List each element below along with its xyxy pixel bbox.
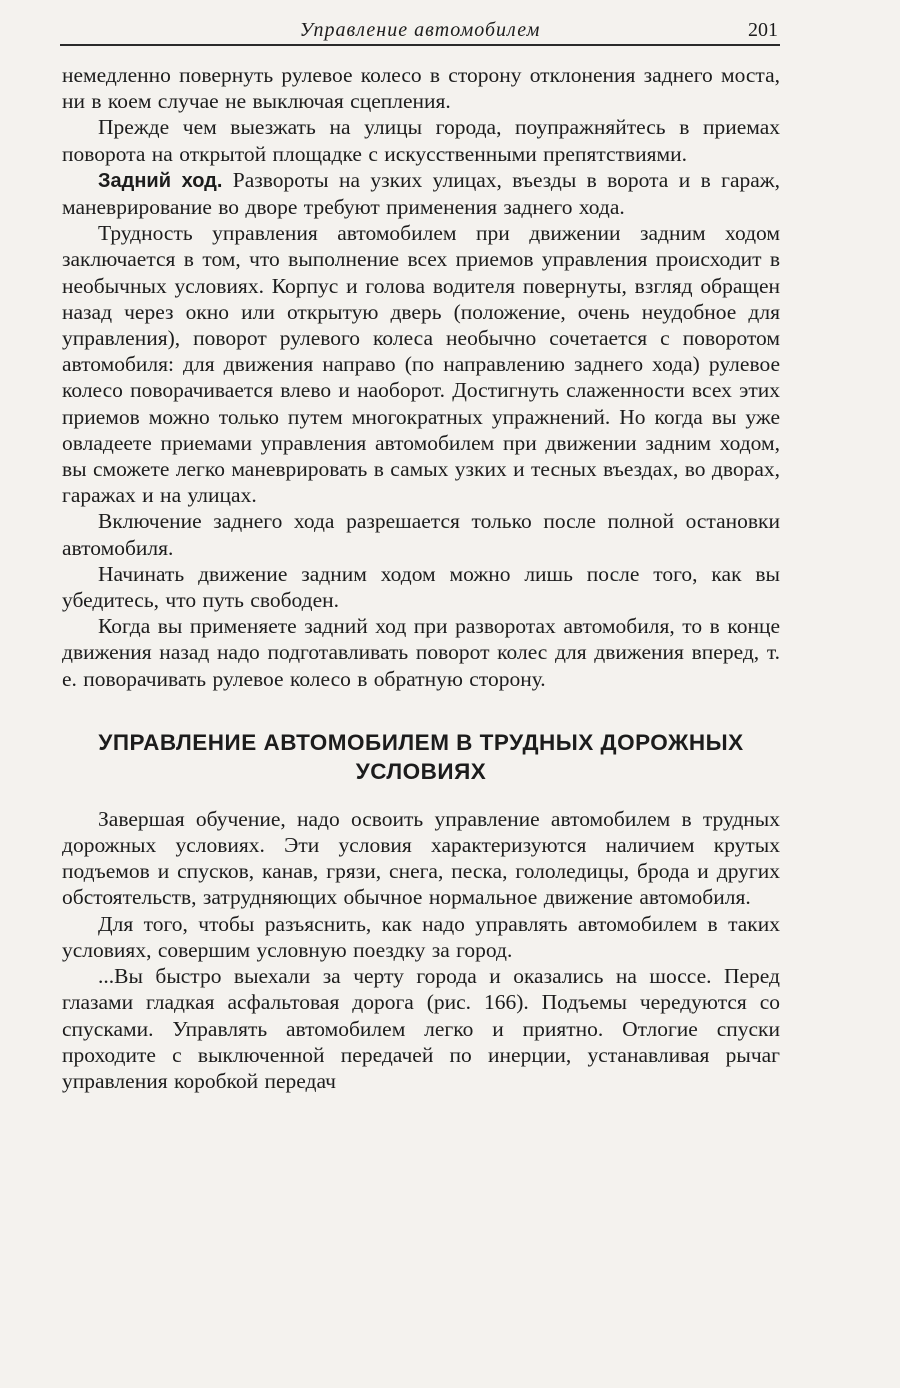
section-heading-line: УПРАВЛЕНИЕ АВТОМОБИЛЕМ В ТРУДНЫХ ДОРОЖНЫХ	[98, 729, 744, 755]
paragraph-reverse-gear	[62, 167, 780, 220]
paragraph: немедленно повернуть рулевое колесо в сторону отклонения заднего моста, ни в коем случае не выключая сцепления.	[62, 63, 780, 114]
paragraph: Включение заднего хода разрешается только после полной остановки автомобиля.	[62, 509, 780, 560]
section-heading-line: УСЛОВИЯХ	[355, 758, 487, 784]
running-header	[60, 18, 780, 46]
paragraph: Начинать движение задним ходом можно лишь после того, как вы убедитесь, что путь свободен.	[62, 561, 780, 613]
paragraph: Завершая обучение, надо освоить управление автомобилем в трудных дорожных условиях. Эти условия характеризуются наличием крутых подъемов и спусков, канав, грязи, снега, песка, гололедицы, брода и других обстоятельств, затрудняющих обычное нормальное движение автомобиля.	[62, 806, 780, 910]
section-heading	[62, 728, 780, 786]
paragraph: Трудность управления автомобилем при движении задним ходом заключается в том, что выполнение всех приемов управления происходит в необычных условиях. Корпус и голова водителя повернуты, взгляд обращен назад через окно или открытую дверь (положение, очень неудобное для управления), поворот рулевого колеса необычно сочетается с поворотом автомобиля: для движения направо (по направлению заднего хода) рулевое колесо поворачивается влево и наоборот. Достигнуть слаженности всех этих приемов можно только путем многократных упражнений. Но когда вы уже овладеете приемами управления автомобилем при движении задним ходом, вы сможете легко маневрировать в самых узких и тесных въездах, во дворах, гаражах и на улицах.	[62, 221, 780, 508]
paragraph-text: Развороты на узких улицах, въезды в ворота и в гараж, маневрирование во дворе требуют применения заднего хода.	[62, 167, 781, 220]
paragraph: Для того, чтобы разъяснить, как надо управлять автомобилем в таких условиях, совершим условную поездку за город.	[62, 911, 780, 962]
paragraph: ...Вы быстро выехали за черту города и оказались на шоссе. Перед глазами гладкая асфальтовая дорога (рис. 166). Подъемы чередуются со спусками. Управлять автомобилем легко и приятно. Отлогие спуски проходите с выключенной передачей по инерции, устанавливая рычаг управления коробкой передач	[62, 964, 780, 1093]
running-title: Управление автомобилем	[299, 19, 541, 41]
paragraph: Когда вы применяете задний ход при разворотах автомобиля, то в конце движения назад надо подготавливать поворот колес для движения вперед, т. е. поворачивать рулевое колесо в обратную сторону.	[62, 614, 780, 691]
paragraph: Прежде чем выезжать на улицы города, поупражняйтесь в приемах поворота на открытой площадке с искусственными препятствиями.	[62, 115, 780, 166]
page-number: 201	[748, 19, 778, 41]
paragraph-lead-term: Задний ход.	[98, 169, 223, 192]
page-body	[62, 62, 780, 1094]
